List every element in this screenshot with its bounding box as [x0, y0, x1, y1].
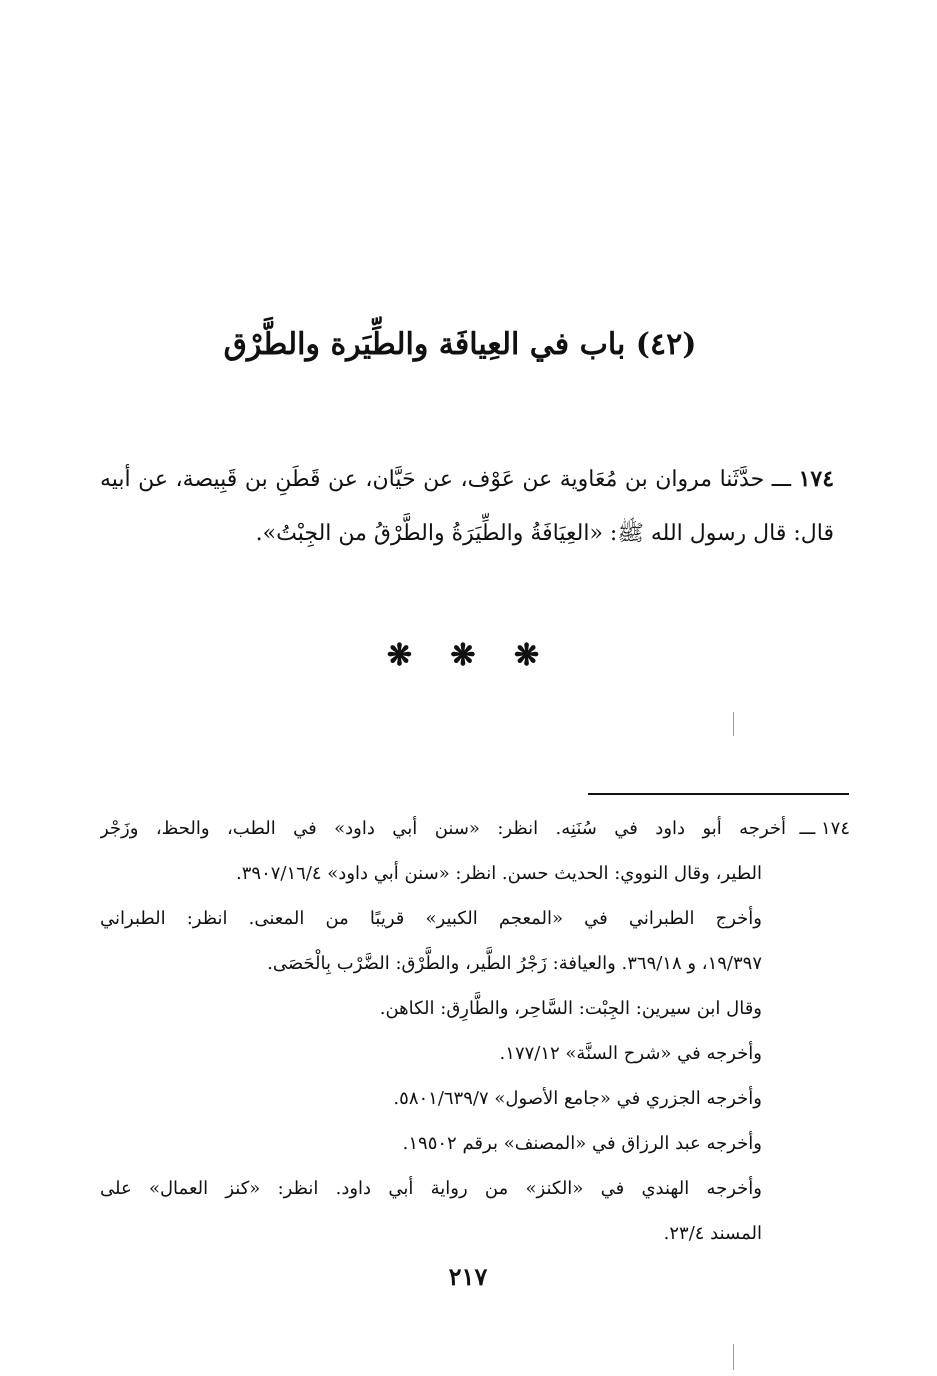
- footnote-line: وأخرجه الجزري في «جامع الأصول» ٥٨٠١/٦٣٩/٧.: [393, 1088, 762, 1109]
- footnote-line: وأخرجه الهندي في «الكنز» من رواية أبي داود. انظر: «كنز العمال» على: [100, 1178, 762, 1199]
- footnote-first-row: [100, 806, 850, 851]
- footnote-line: أخرجه أبو داود في سُنَنِه. انظر: «سنن أبي داود» في الطب، والحظ، وزَجْر: [100, 818, 786, 839]
- scan-edge-mark: [733, 1344, 734, 1370]
- chapter-title: (٤٢) باب في العِيافَة والطِّيَرة والطَّرْق: [223, 327, 697, 362]
- footnote-line: الطير، وقال النووي: الحديث حسن. انظر: «سنن أبي داود» ٣٩٠٧/١٦/٤.: [236, 863, 762, 884]
- section-separator: ❋ ❋ ❋: [386, 638, 554, 673]
- hadith-number: ١٧٤: [798, 466, 835, 492]
- footnotes: [100, 806, 850, 1256]
- footnote-line: ١٩/٣٩٧، و ٣٦٩/١٨. والعيافة: زَجْرُ الطَّير، والطَّرْق: الضَّرْب بِالْحَصَى.: [267, 953, 762, 974]
- hadith-text: ـــ حدَّثَنا مروان بن مُعَاوية عن عَوْف، عن حَيَّان، عن قَطَنِ بن قَبِيصة، عن أبيه قال: قال رسول الله ﷺ: «العِيَافَةُ والطِّيَرَةُ والطَّرْقُ من الجِبْتُ».: [100, 467, 834, 546]
- footnote-line: وأخرجه في «شرح السنَّة» ١٧٧/١٢.: [499, 1043, 762, 1064]
- footnote-number: ١٧٤ ـــ: [799, 818, 850, 839]
- page-number: ٢١٧: [448, 1262, 488, 1291]
- footnote-line: وقال ابن سيرين: الجِبْت: السَّاحِر، والطَّارِق: الكاهن.: [379, 998, 762, 1019]
- footnote-line: وأخرج الطبراني في «المعجم الكبير» قريبًا من المعنى. انظر: الطبراني: [100, 908, 762, 929]
- scan-edge-mark: [733, 712, 734, 736]
- hadith-paragraph: [100, 452, 834, 561]
- footnote-line: المسند ٢٣/٤.: [663, 1223, 762, 1244]
- footnote-line: وأخرجه عبد الرزاق في «المصنف» برقم ١٩٥٠٢.: [402, 1133, 762, 1154]
- footnote-divider: [588, 793, 849, 795]
